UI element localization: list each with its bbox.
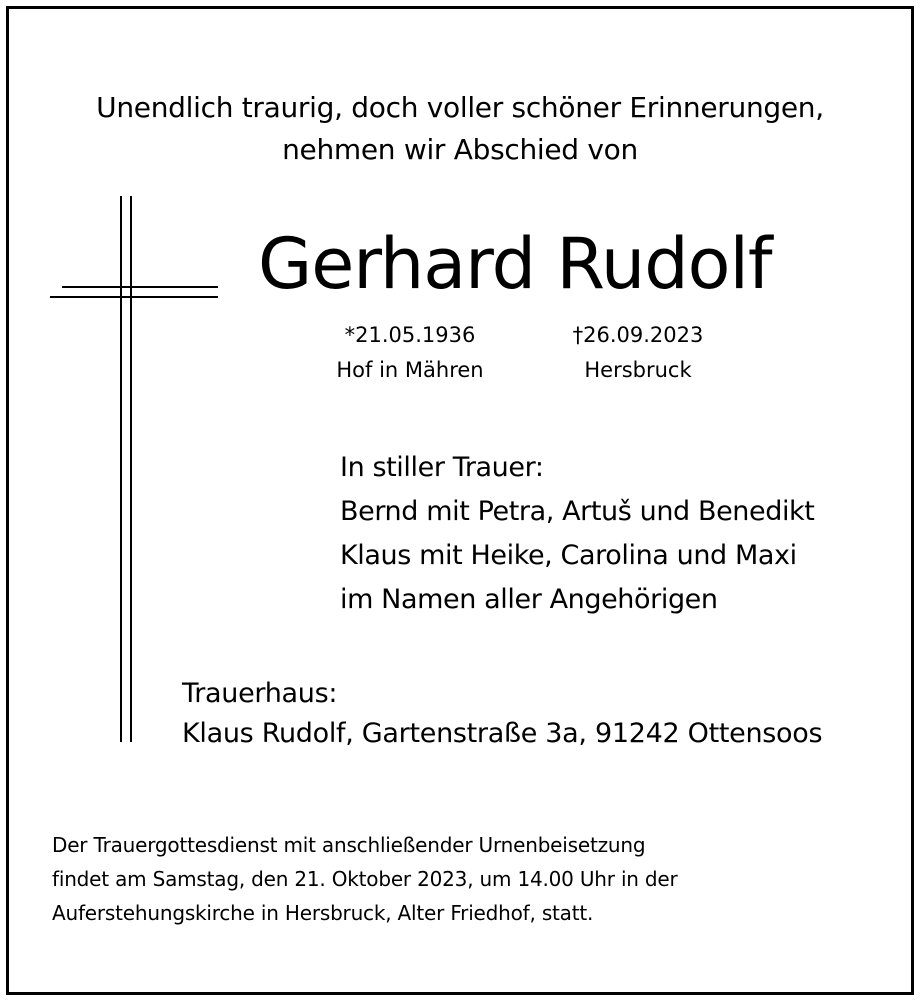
house-address: Klaus Rudolf, Gartenstraße 3a, 91242 Ottensoos	[182, 718, 823, 749]
birth-date: *21.05.1936	[344, 323, 476, 347]
intro-line-1: Unendlich traurig, doch voller schöner Erinnerungen,	[96, 91, 824, 124]
mourners-line-2: Bernd mit Petra, Artuš und Benedikt	[340, 496, 815, 527]
service-line-1: Der Trauergottesdienst mit anschließender Urnenbeisetzung	[52, 833, 646, 857]
mourners-line-4: im Namen aller Angehörigen	[340, 584, 718, 615]
house-label: Trauerhaus:	[182, 678, 338, 709]
service-line-3: Auferstehungskirche in Hersbruck, Alter Friedhof, statt.	[52, 901, 594, 925]
service-line-2: findet am Samstag, den 21. Oktober 2023, um 14.00 Uhr in der	[52, 867, 678, 891]
intro-line-2: nehmen wir Abschied von	[282, 133, 638, 166]
death-date: †26.09.2023	[572, 323, 704, 347]
death-place: Hersbruck	[584, 358, 692, 382]
mourners-line-1: In stiller Trauer:	[340, 452, 544, 483]
birth-place: Hof in Mähren	[336, 358, 484, 382]
deceased-name: Gerhard Rudolf	[258, 223, 772, 305]
mourners-line-3: Klaus mit Heike, Carolina und Maxi	[340, 540, 797, 571]
